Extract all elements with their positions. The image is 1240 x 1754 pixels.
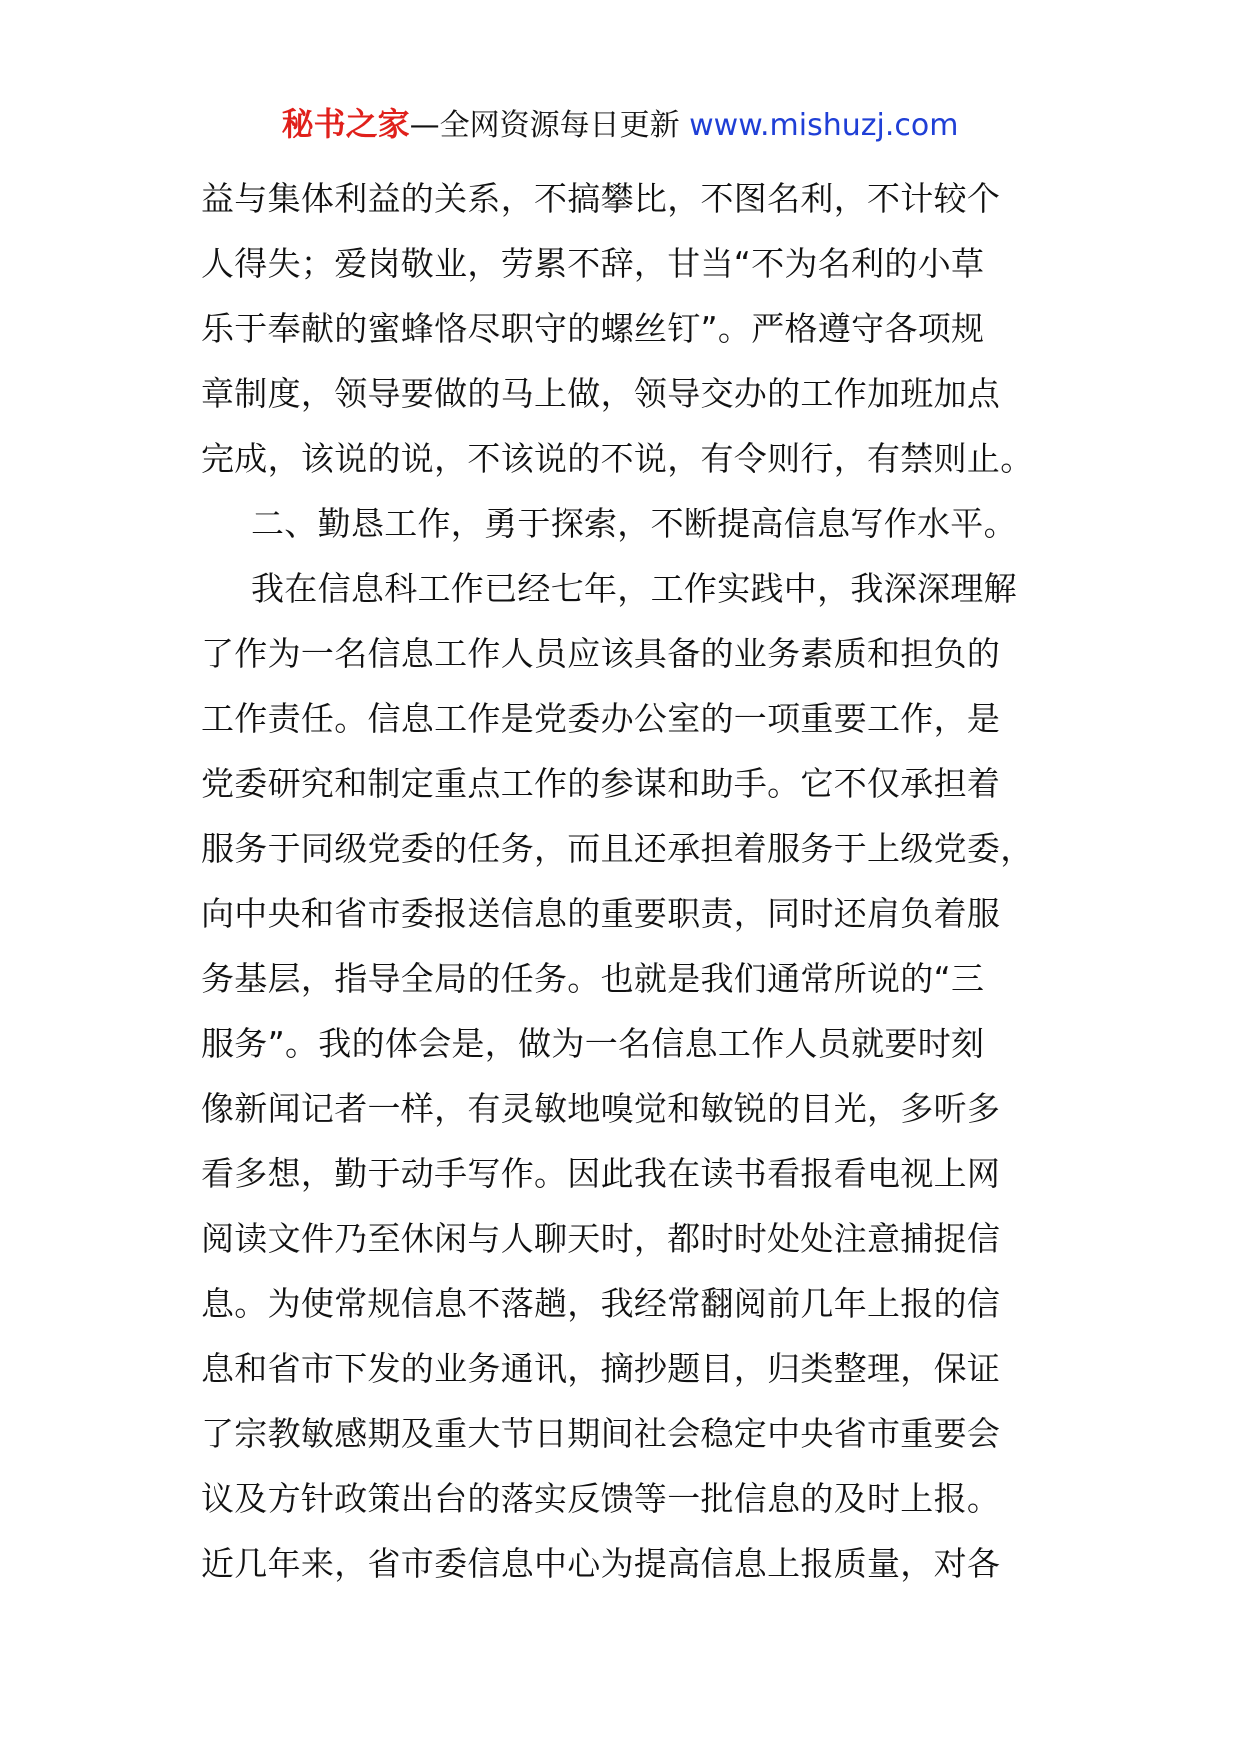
text-line: 像新闻记者一样，有灵敏地嗅觉和敏锐的目光，多听多 bbox=[201, 1089, 1001, 1128]
text-line: 党委研究和制定重点工作的参谋和助手。它不仅承担着 bbox=[201, 764, 1001, 803]
text-line: 乐于奉献的蜜蜂恪尽职守的螺丝钉”。严格遵守各项规 bbox=[201, 309, 985, 348]
text-line: 了宗教敏感期及重大节日期间社会稳定中央省市重要会 bbox=[201, 1414, 1001, 1453]
text-line: 近几年来，省市委信息中心为提高信息上报质量，对各 bbox=[201, 1544, 1001, 1583]
text-line: 看多想，勤于动手写作。因此我在读书看报看电视上网 bbox=[201, 1154, 1001, 1193]
header-tagline: —全网资源每日更新 bbox=[409, 108, 690, 143]
text-line: 服务”。我的体会是，做为一名信息工作人员就要时刻 bbox=[201, 1024, 985, 1063]
text-line: 章制度，领导要做的马上做，领导交办的工作加班加点 bbox=[201, 374, 1001, 413]
header-brand: 秘书之家 bbox=[281, 105, 410, 143]
text-line: 息。为使常规信息不落趟，我经常翻阅前几年上报的信 bbox=[201, 1284, 1001, 1323]
text-line: 工作责任。信息工作是党委办公室的一项重要工作，是 bbox=[201, 699, 1001, 738]
page-header bbox=[0, 102, 1240, 148]
document-body bbox=[201, 166, 1051, 1596]
text-line: 向中央和省市委报送信息的重要职责，同时还肩负着服 bbox=[201, 894, 1001, 933]
paragraph-first-line: 我在信息科工作已经七年，工作实践中，我深深理解 bbox=[251, 569, 1017, 608]
text-line: 了作为一名信息工作人员应该具备的业务素质和担负的 bbox=[201, 634, 1001, 673]
text-line: 务基层，指导全局的任务。也就是我们通常所说的“三 bbox=[201, 959, 985, 998]
text-line: 议及方针政策出台的落实反馈等一批信息的及时上报。 bbox=[201, 1479, 1001, 1518]
text-line: 阅读文件乃至休闲与人聊天时，都时时处处注意捕捉信 bbox=[201, 1219, 1001, 1258]
text-line: 完成，该说的说，不该说的不说，有令则行，有禁则止。 bbox=[201, 439, 1034, 478]
section-heading: 二、勤恳工作，勇于探索，不断提高信息写作水平。 bbox=[251, 504, 1017, 543]
header-url-link[interactable]: www.mishuzj.com bbox=[689, 108, 959, 143]
text-line: 益与集体利益的关系，不搞攀比，不图名利，不计较个 bbox=[201, 179, 1001, 218]
text-line: 息和省市下发的业务通讯，摘抄题目，归类整理，保证 bbox=[201, 1349, 1001, 1388]
text-line: 服务于同级党委的任务，而且还承担着服务于上级党委， bbox=[201, 829, 1034, 868]
text-line: 人得失；爱岗敬业，劳累不辞，甘当“不为名利的小草 bbox=[201, 244, 985, 283]
